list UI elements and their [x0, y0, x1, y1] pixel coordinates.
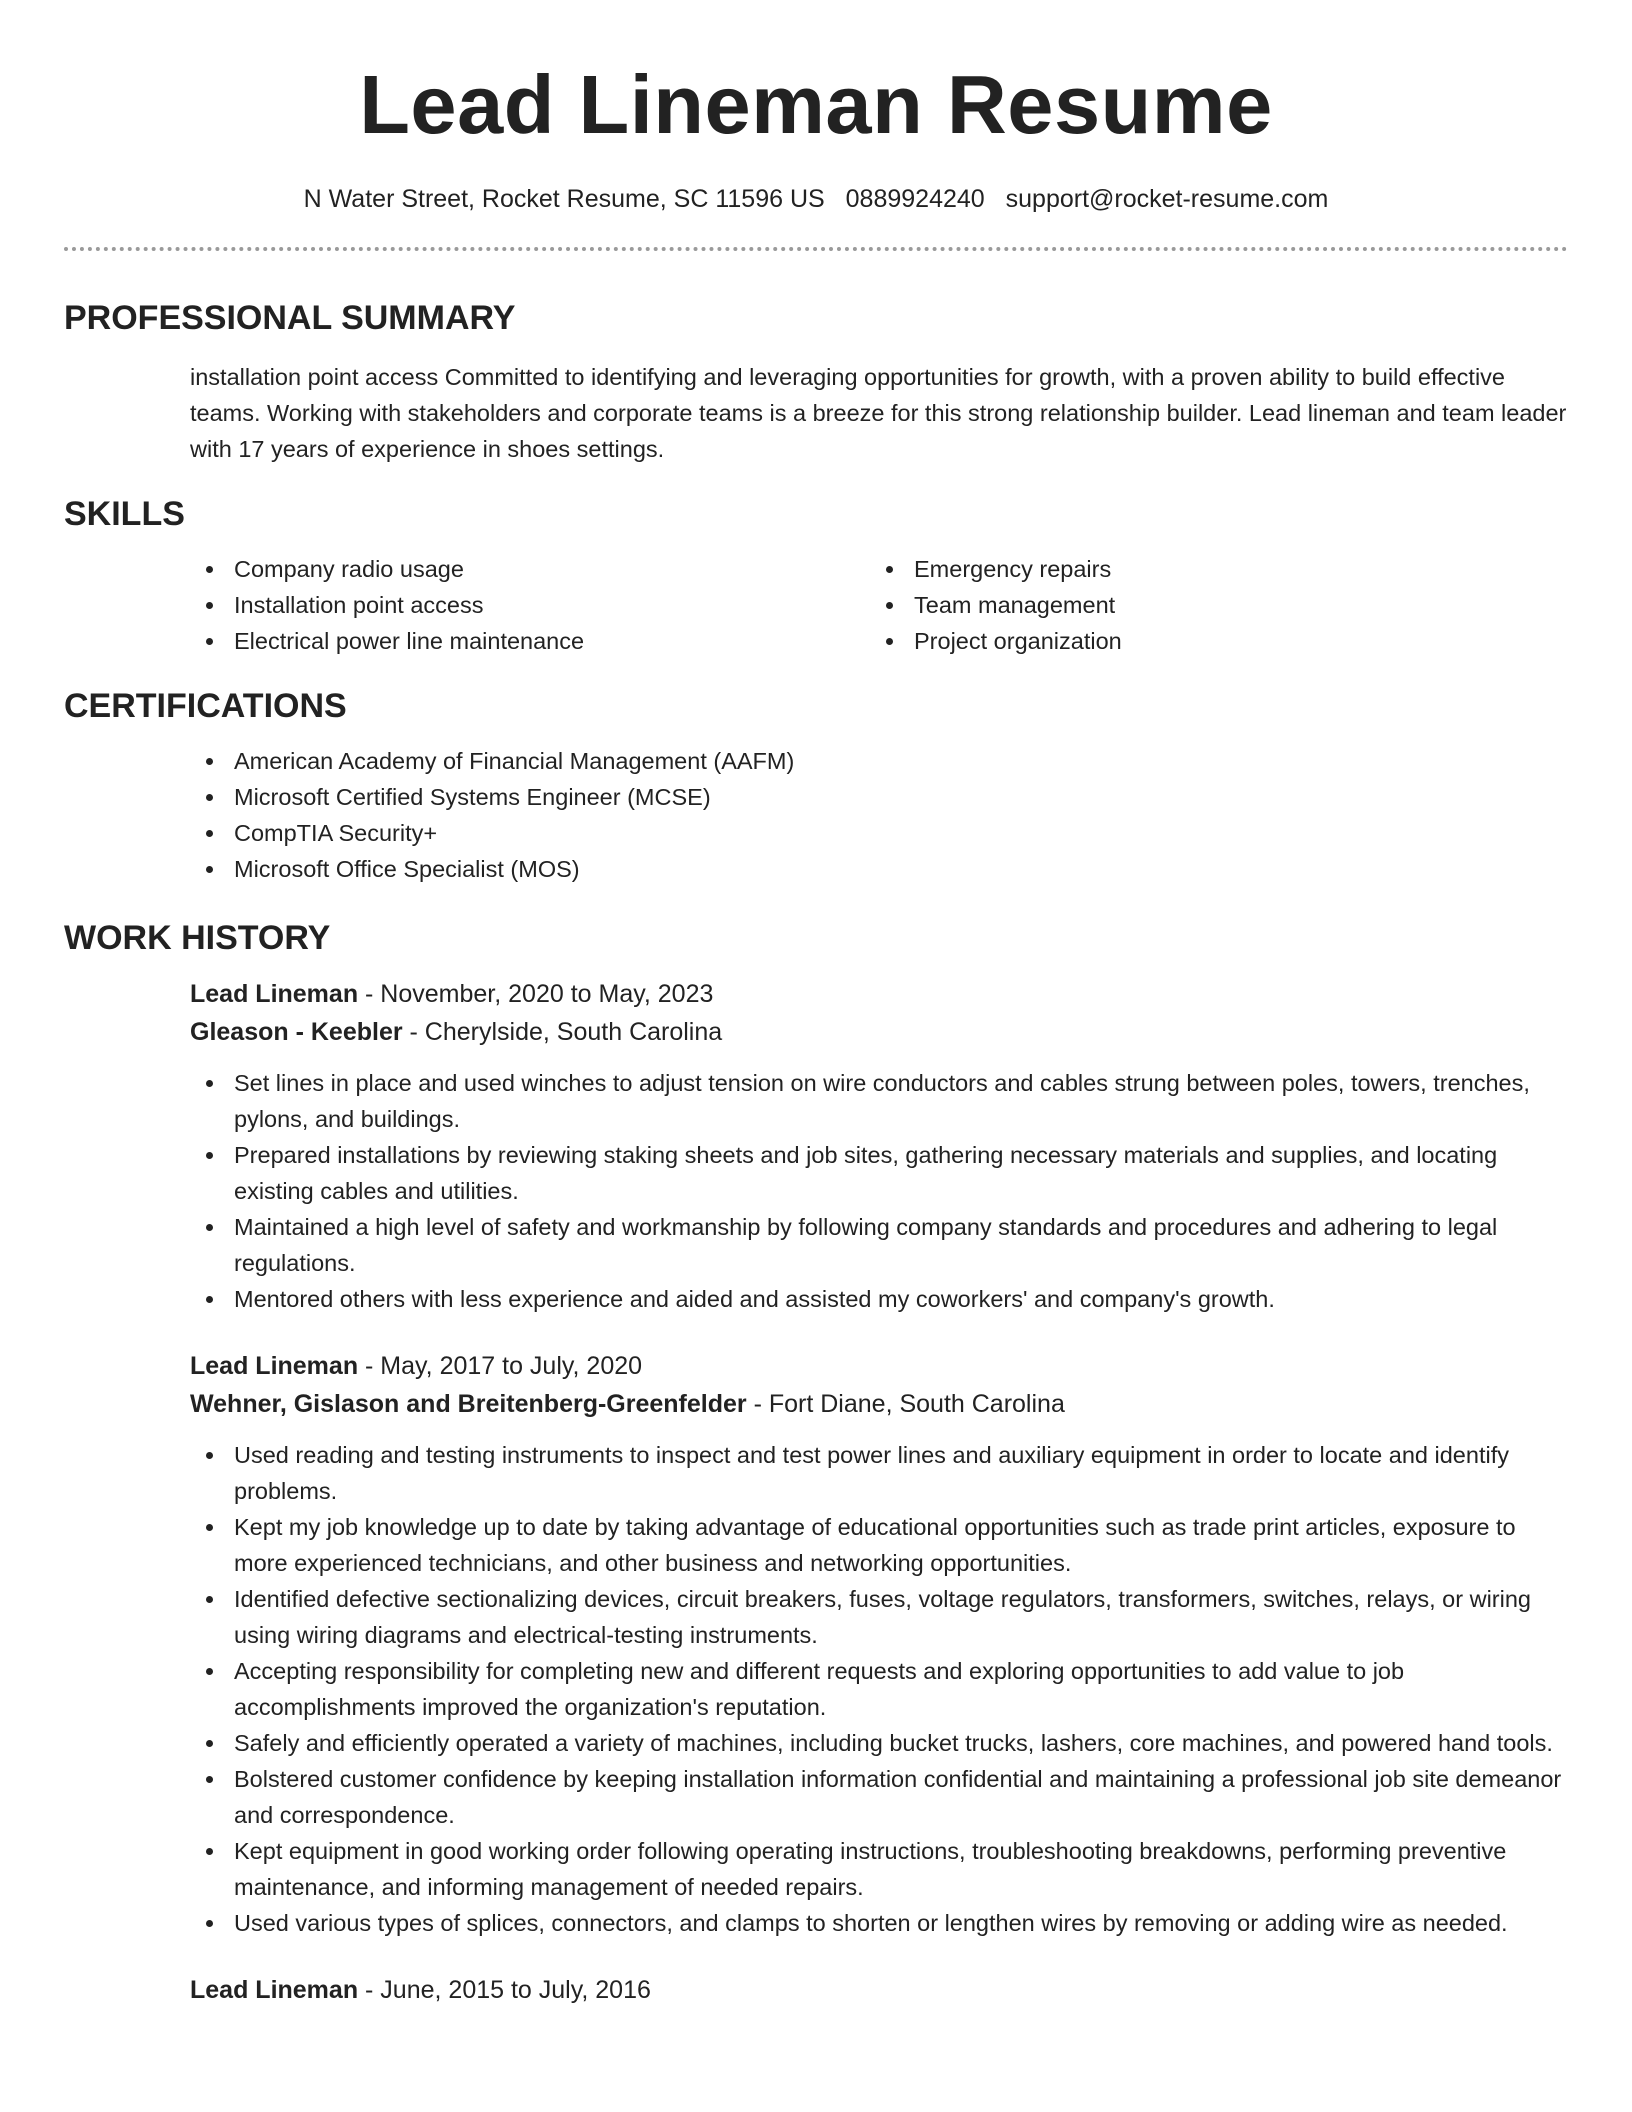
contact-address: N Water Street, Rocket Resume, SC 11596 US — [303, 185, 825, 213]
skills-heading: SKILLS — [64, 495, 185, 533]
certification-item: American Academy of Financial Management (AAFM) — [190, 743, 1568, 779]
job-company: Wehner, Gislason and Breitenberg-Greenfelder — [190, 1390, 747, 1418]
job-duty: Used reading and testing instruments to inspect and test power lines and auxiliary equipment in order to locate and identify problems. — [190, 1437, 1568, 1509]
job-duty: Used various types of splices, connectors, and clamps to shorten or lengthen wires by removing or adding wire as needed. — [190, 1905, 1568, 1941]
job-company-line — [190, 1013, 1568, 1051]
job-company: Gleason - Keebler — [190, 1018, 403, 1046]
job-duty: Identified defective sectionalizing devices, circuit breakers, fuses, voltage regulators, transformers, switches, relays, or wiring using wiring diagrams and electrical-testing instruments. — [190, 1581, 1568, 1653]
skill-item: Team management — [870, 587, 1550, 623]
summary-text: installation point access Committed to identifying and leveraging opportunities for growth, with a proven ability to build effective teams. Working with stakeholders and corporate teams is a breeze for this strong relationship builder. Lead lineman and team leader with 17 years of experience in shoes settings. — [190, 364, 1567, 462]
job-duty: Safely and efficiently operated a variety of machines, including bucket trucks, lashers, core machines, and powered hand tools. — [190, 1725, 1568, 1761]
contact-email: support@rocket-resume.com — [1005, 185, 1329, 213]
certifications-list — [190, 743, 1568, 887]
job-duty: Set lines in place and used winches to adjust tension on wire conductors and cables strung between poles, towers, trenches, pylons, and buildings. — [190, 1065, 1568, 1137]
job-duty: Accepting responsibility for completing new and different requests and exploring opportunities to add value to job accomplishments improved the organization's reputation. — [190, 1653, 1568, 1725]
job-dates: - May, 2017 to July, 2020 — [358, 1352, 643, 1380]
skills-column-left — [190, 551, 870, 659]
job-title-line — [190, 1347, 1568, 1385]
certification-item: Microsoft Office Specialist (MOS) — [190, 851, 1568, 887]
work-history-heading: WORK HISTORY — [64, 919, 331, 957]
header-divider — [64, 247, 1568, 251]
resume-title: Lead Lineman Resume — [359, 58, 1273, 151]
job-title: Lead Lineman — [190, 1352, 359, 1380]
contact-line — [64, 183, 1568, 215]
job-duties — [190, 1065, 1568, 1317]
job-entry — [190, 1971, 1568, 2009]
certification-item: Microsoft Certified Systems Engineer (MCSE) — [190, 779, 1568, 815]
job-company-line — [190, 1385, 1568, 1423]
summary-heading: PROFESSIONAL SUMMARY — [64, 299, 516, 337]
skill-item: Electrical power line maintenance — [190, 623, 870, 659]
resume-page — [64, 0, 1568, 2009]
certifications-section — [190, 743, 1568, 887]
contact-phone: 0889924240 — [845, 185, 985, 213]
skill-item: Emergency repairs — [870, 551, 1550, 587]
job-duties — [190, 1437, 1568, 1941]
job-entry — [190, 975, 1568, 1317]
job-duty: Kept equipment in good working order following operating instructions, troubleshooting breakdowns, performing preventive maintenance, and informing management of needed repairs. — [190, 1833, 1568, 1905]
skills-column-right — [870, 551, 1550, 659]
job-entry — [190, 1347, 1568, 1941]
job-duty: Mentored others with less experience and aided and assisted my coworkers' and company's growth. — [190, 1281, 1568, 1317]
skill-item: Installation point access — [190, 587, 870, 623]
certifications-heading: CERTIFICATIONS — [64, 687, 347, 725]
job-dates: - June, 2015 to July, 2016 — [358, 1976, 651, 2004]
job-location: - Cherylside, South Carolina — [402, 1018, 723, 1046]
job-title-line — [190, 975, 1568, 1013]
job-title: Lead Lineman — [190, 1976, 359, 2004]
job-dates: - November, 2020 to May, 2023 — [358, 980, 714, 1008]
job-title: Lead Lineman — [190, 980, 359, 1008]
skill-item: Company radio usage — [190, 551, 870, 587]
certification-item: CompTIA Security+ — [190, 815, 1568, 851]
skill-item: Project organization — [870, 623, 1550, 659]
job-duty: Maintained a high level of safety and workmanship by following company standards and procedures and adhering to legal regulations. — [190, 1209, 1568, 1281]
job-duty: Prepared installations by reviewing staking sheets and job sites, gathering necessary materials and supplies, and locating existing cables and utilities. — [190, 1137, 1568, 1209]
job-duty: Kept my job knowledge up to date by taking advantage of educational opportunities such as trade print articles, exposure to more experienced technicians, and other business and networking opportunities. — [190, 1509, 1568, 1581]
skills-list — [190, 551, 1568, 659]
job-location: - Fort Diane, South Carolina — [746, 1390, 1065, 1418]
job-duty: Bolstered customer confidence by keeping installation information confidential and maintaining a professional job site demeanor and correspondence. — [190, 1761, 1568, 1833]
summary-section — [190, 359, 1568, 467]
job-title-line — [190, 1971, 1568, 2009]
